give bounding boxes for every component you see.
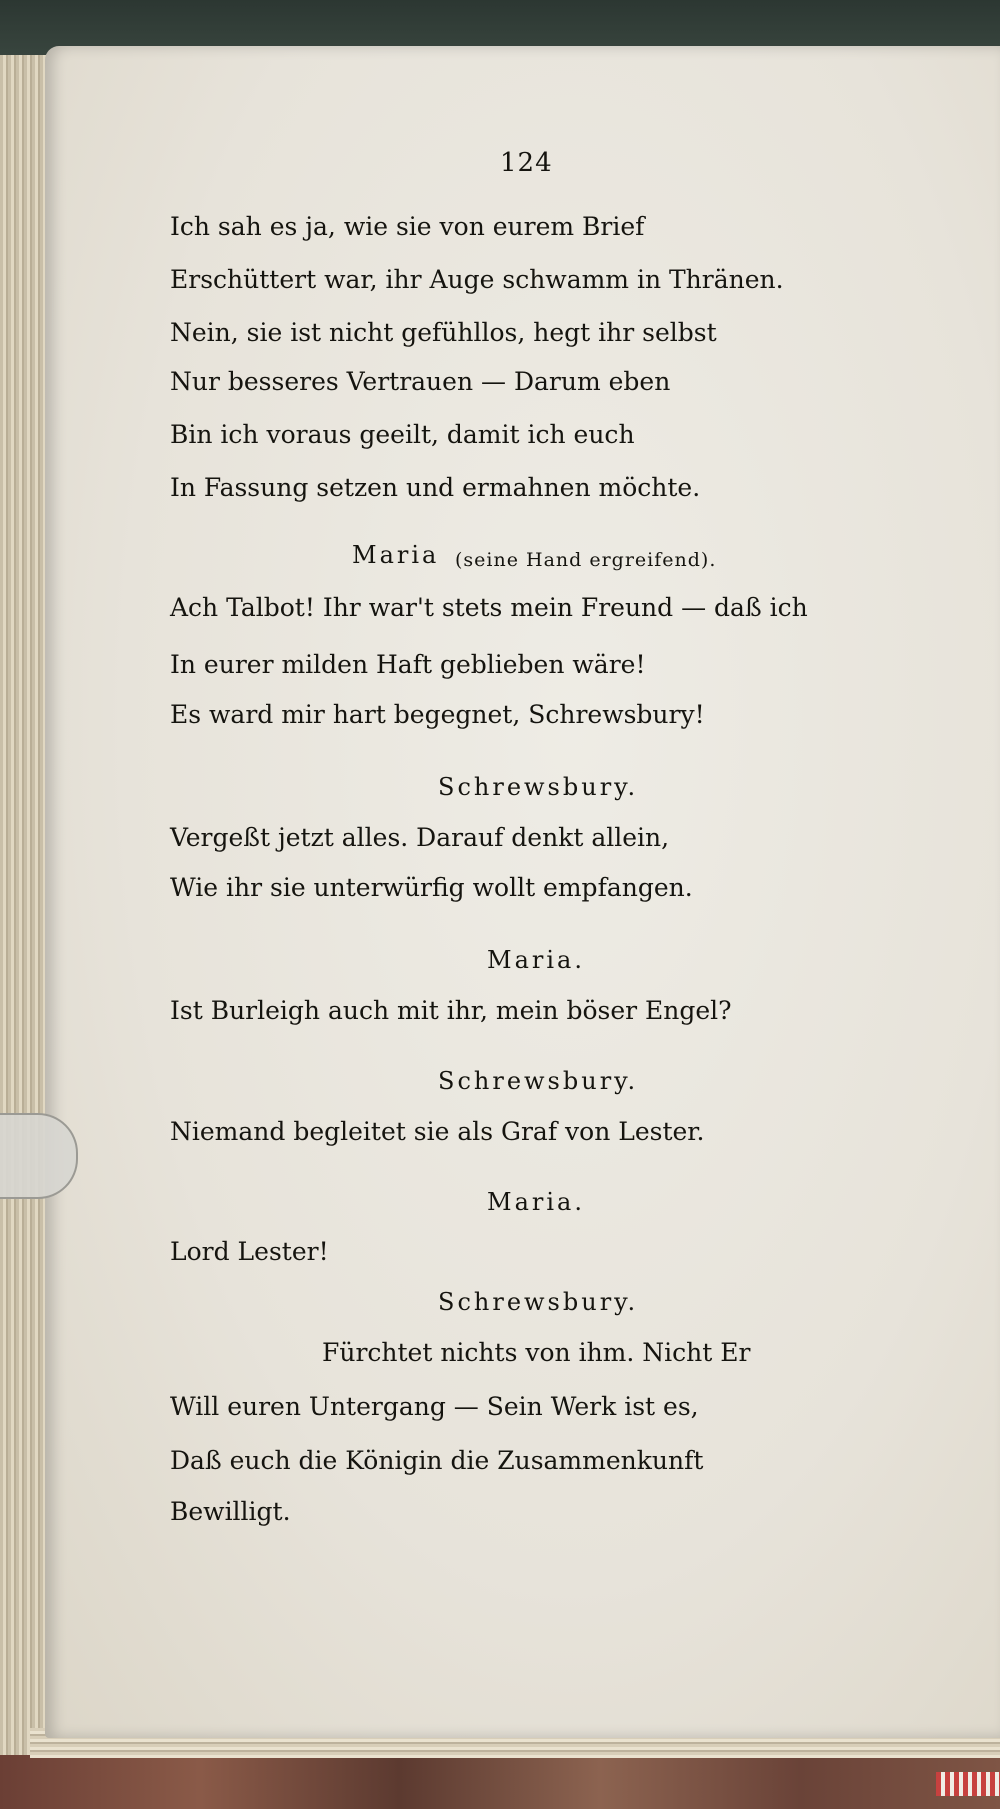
verse-line: Nur besseres Vertrauen — Darum eben [170, 367, 671, 396]
verse-line: Ich sah es ja, wie sie von eurem Brief [170, 212, 645, 241]
verse-line: Fürchtet nichts von ihm. Nicht Er [322, 1338, 751, 1367]
verse-line: Bin ich voraus geeilt, damit ich euch [170, 420, 635, 449]
verse-line: Will euren Untergang — Sein Werk ist es, [170, 1392, 699, 1421]
speaker-name: Schrewsbury. [438, 1067, 639, 1095]
verse-line: Vergeßt jetzt alles. Darauf denkt allein, [170, 823, 670, 852]
verse-line: Niemand begleitet sie als Graf von Lester. [170, 1117, 705, 1146]
verse-line: In Fassung setzen und ermahnen möchte. [170, 473, 701, 502]
verse-line: Lord Lester! [170, 1237, 329, 1266]
page-number: 124 [500, 148, 553, 178]
speaker-name: Maria [352, 541, 440, 569]
speaker-name: Schrewsbury. [438, 1288, 639, 1316]
verse-line: Es ward mir hart begegnet, Schrewsbury! [170, 700, 705, 729]
speaker-name: Schrewsbury. [438, 773, 639, 801]
verse-line: Ist Burleigh auch mit ihr, mein böser Engel? [170, 996, 732, 1025]
verse-line: Bewilligt. [170, 1497, 291, 1526]
stage-direction: (seine Hand ergreifend). [455, 549, 717, 571]
verse-line: Wie ihr sie unterwürfig wollt empfangen. [170, 873, 693, 902]
verse-line: Erschüttert war, ihr Auge schwamm in Thränen. [170, 265, 784, 294]
verse-line: In eurer milden Haft geblieben wäre! [170, 650, 646, 679]
verse-line: Ach Talbot! Ihr war't stets mein Freund — daß ich [170, 593, 808, 622]
speaker-name: Maria. [487, 946, 585, 974]
verse-line: Daß euch die Königin die Zusammenkunft [170, 1446, 704, 1475]
verse-line: Nein, sie ist nicht gefühllos, hegt ihr selbst [170, 318, 717, 347]
speaker-name: Maria. [487, 1188, 585, 1216]
